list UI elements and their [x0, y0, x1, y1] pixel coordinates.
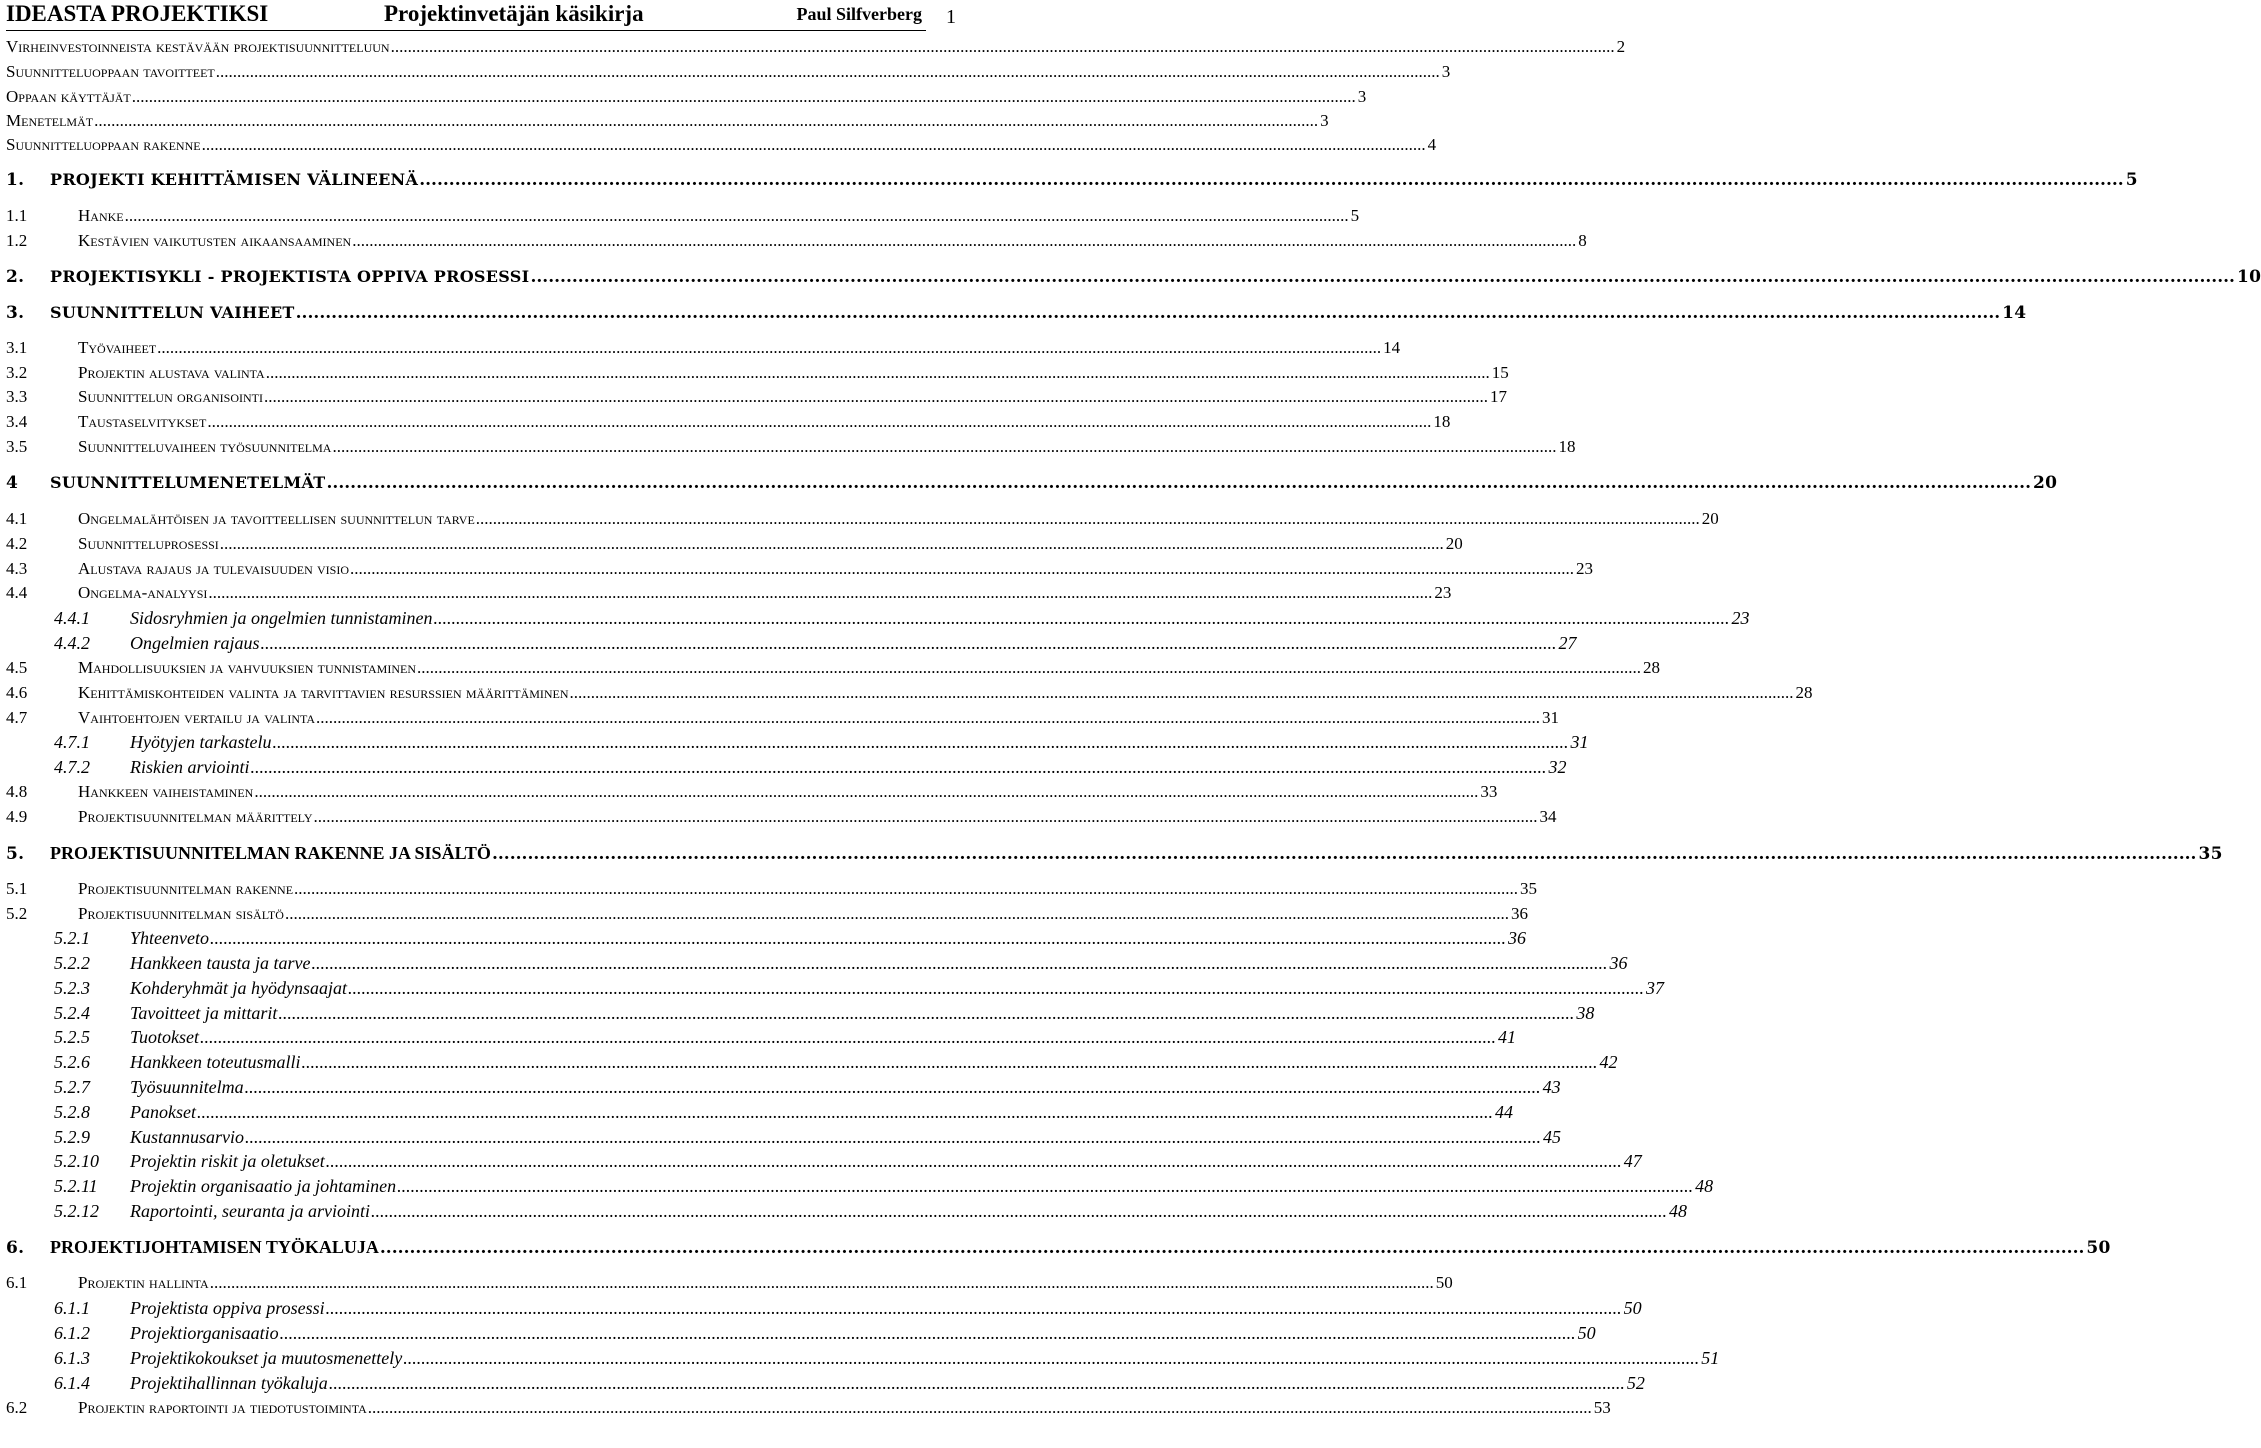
toc-entry-page: 36 [1609, 953, 1628, 973]
toc-entry-page: 18 [1558, 437, 1576, 456]
toc-entry-number: 3.1 [6, 338, 28, 357]
toc-entry-label: Hankkeen vaiheistaminen [78, 782, 254, 801]
toc-entry-label: Menetelmät [6, 111, 94, 130]
dot-leader [326, 1297, 1622, 1319]
toc-entry-label: Alustava rajaus ja tulevaisuuden visio [78, 559, 350, 578]
toc-entry-page: 10 [2236, 267, 2261, 287]
toc-entry-page: 14 [2002, 303, 2027, 323]
dot-leader [245, 1126, 1541, 1148]
toc-entry-page: 35 [2198, 844, 2223, 864]
toc-entry-page: 50 [2086, 1238, 2111, 1258]
dot-leader [210, 1272, 1434, 1294]
toc-entry-label: Projektin raportointi ja tiedotustoiminta [78, 1398, 367, 1417]
dot-leader [200, 1026, 1496, 1048]
toc-entry-number: 3.3 [6, 387, 28, 406]
toc-entry[interactable] [6, 1175, 1714, 1197]
toc-entry-number: 3. [6, 303, 25, 323]
toc-entry-number: 6.2 [6, 1398, 28, 1417]
toc-entry[interactable] [6, 1002, 1595, 1024]
toc-entry[interactable] [6, 1347, 1720, 1369]
toc-entry-page: 32 [1548, 757, 1567, 777]
toc-entry-label: Tuotokset [130, 1027, 200, 1047]
toc-entry[interactable] [6, 302, 2027, 324]
toc-entry-page: 33 [1480, 782, 1498, 801]
header-title: IDEASTA PROJEKTIKSI [6, 1, 269, 26]
dot-leader [380, 1237, 2085, 1259]
toc-entry-label: Tavoitteet ja mittarit [130, 1003, 278, 1023]
toc-entry-number: 4.7.1 [54, 732, 90, 752]
dot-leader [296, 302, 2001, 324]
header-subtitle: Projektinvetäjän käsikirja [384, 1, 644, 26]
toc-entry[interactable] [6, 205, 1360, 227]
toc-entry-page: 34 [1539, 807, 1557, 826]
dot-leader [313, 806, 1537, 828]
dot-leader [476, 508, 1700, 530]
toc-entry-label: Kustannusarvio [130, 1127, 245, 1147]
toc-entry-label: Sidosryhmien ja ongelmien tunnistaminen [130, 608, 433, 628]
toc-entry-page: 35 [1520, 879, 1538, 898]
toc-entry-number: 5. [6, 844, 25, 864]
toc-entry[interactable] [6, 927, 1526, 949]
toc-entry-label: Työsuunnitelma [130, 1077, 244, 1097]
toc-entry-label: Projektihallinnan työkaluja [130, 1373, 328, 1393]
toc-entry-number: 4.7 [6, 708, 28, 727]
dot-leader [220, 533, 1444, 555]
toc-entry-page: 38 [1576, 1003, 1595, 1023]
toc-entry-label: Hankkeen tausta ja tarve [130, 953, 311, 973]
dot-leader [570, 682, 1794, 704]
toc-entry-label: SUUNNITTELUN VAIHEET [50, 303, 295, 322]
toc-entry-page: 36 [1510, 904, 1528, 923]
toc-entry-page: 48 [1695, 1176, 1714, 1196]
toc-entry[interactable] [6, 731, 1589, 753]
toc-entry[interactable] [6, 1076, 1561, 1098]
toc-entry[interactable] [6, 756, 1567, 778]
toc-entry[interactable] [6, 1322, 1596, 1344]
toc-entry[interactable] [6, 806, 1557, 828]
toc-entry-page: 14 [1383, 338, 1401, 357]
toc-entry-number: 5.2.8 [54, 1102, 90, 1122]
toc-entry-number: 6.1.3 [54, 1348, 90, 1368]
toc-entry-page: 20 [1701, 509, 1719, 528]
toc-entry-page: 3 [1320, 111, 1329, 130]
toc-entry[interactable] [6, 362, 1509, 384]
toc-entry-label: PROJEKTI KEHITTÄMISEN VÄLINEENÄ [50, 170, 419, 189]
dot-leader [329, 1372, 1625, 1394]
toc-entry[interactable] [6, 1236, 2111, 1258]
toc-entry-label: Panokset [130, 1102, 196, 1122]
toc-entry-label: Raportointi, seuranta ja arviointi [130, 1201, 371, 1221]
dot-leader [94, 110, 1318, 132]
toc-entry-label: Suunnitteluoppaan tavoitteet [6, 62, 215, 81]
dot-leader [397, 1175, 1693, 1197]
toc-entry-number: 4.4 [6, 583, 28, 602]
toc-entry-number: 1. [6, 170, 25, 190]
dot-leader [530, 266, 2235, 288]
toc-entry-number: 5.2.6 [54, 1052, 90, 1072]
toc-entry-number: 4.2 [6, 534, 28, 553]
toc-entry-number: 5.2.11 [54, 1176, 98, 1196]
toc-entry-number: 6. [6, 1238, 25, 1258]
dot-leader [301, 1051, 1597, 1073]
dot-leader [327, 472, 2032, 494]
toc-entry-page: 31 [1542, 708, 1560, 727]
dot-leader [272, 731, 1568, 753]
toc-entry-label: Projektin riskit ja oletukset [130, 1151, 325, 1171]
toc-entry[interactable] [6, 508, 1719, 530]
dot-leader [266, 362, 1490, 384]
toc-entry-label: Taustaselvitykset [78, 412, 207, 431]
toc-entry-number: 4.5 [6, 658, 28, 677]
dot-leader [210, 927, 1506, 949]
dot-leader [197, 1101, 1493, 1123]
toc-entry[interactable] [6, 878, 1538, 900]
toc-entry-number: 4.6 [6, 683, 28, 702]
toc-entry-number: 3.4 [6, 412, 28, 431]
toc-entry-label: PROJEKTISUUNNITELMAN RAKENNE JA SISÄLTÖ [50, 843, 491, 863]
dot-leader [348, 977, 1644, 999]
dot-leader [245, 1076, 1541, 1098]
toc-entry-label: Projektikokoukset ja muutosmenettely [130, 1348, 403, 1368]
toc-entry[interactable] [6, 61, 1451, 83]
toc-entry-page: 23 [1731, 608, 1750, 628]
toc-entry-label: Kehittämiskohteiden valinta ja tarvittavien resurssien määrittäminen [78, 683, 569, 702]
toc-entry-label: Kohderyhmät ja hyödynsaajat [130, 978, 347, 998]
toc-entry-label: Projektin organisaatio ja johtaminen [130, 1176, 397, 1196]
dot-leader [371, 1200, 1667, 1222]
toc-entry-label: Oppaan käyttäjät [6, 87, 131, 106]
toc-entry-number: 5.2.4 [54, 1003, 90, 1023]
toc-entry-number: 4.7.2 [54, 757, 90, 777]
toc-entry-number: 6.1.2 [54, 1323, 90, 1343]
toc-entry-number: 4.9 [6, 807, 28, 826]
dot-leader [207, 411, 1431, 433]
dot-leader [125, 205, 1349, 227]
dot-leader [202, 134, 1426, 156]
toc-entry-number: 3.5 [6, 437, 28, 456]
toc-entry-number: 1.1 [6, 206, 28, 225]
toc-entry-page: 52 [1626, 1373, 1645, 1393]
toc-entry-page: 50 [1623, 1298, 1642, 1318]
toc-entry[interactable] [6, 1397, 1611, 1419]
dot-leader [254, 781, 1478, 803]
dot-leader [368, 1397, 1592, 1419]
toc-entry[interactable] [6, 1026, 1517, 1048]
toc-entry-page: 23 [1576, 559, 1594, 578]
toc-entry-page: 23 [1434, 583, 1452, 602]
toc-entry-label: Projektin hallinta [78, 1273, 209, 1292]
dot-leader [316, 707, 1540, 729]
toc-entry-number: 5.2.10 [54, 1151, 99, 1171]
toc-entry-number: 2. [6, 267, 25, 287]
toc-entry-label: Projektiorganisaatio [130, 1323, 279, 1343]
toc-entry-page: 28 [1795, 683, 1813, 702]
toc-entry[interactable] [6, 682, 1813, 704]
toc-entry[interactable] [6, 582, 1452, 604]
toc-entry-page: 5 [1350, 206, 1360, 225]
toc-entry-label: Projektisuunnitelman sisältö [78, 904, 284, 923]
toc-entry-number: 6.1.4 [54, 1373, 90, 1393]
toc-entry[interactable] [6, 903, 1528, 925]
toc-entry-page: 8 [1578, 231, 1587, 250]
toc-entry-label: Suunnitteluprosessi [78, 534, 219, 553]
toc-entry[interactable] [6, 781, 1498, 803]
toc-entry-page: 17 [1490, 387, 1508, 406]
toc-entry-label: Vaihtoehtojen vertailu ja valinta [78, 708, 316, 727]
toc-entry-page: 20 [2033, 473, 2058, 493]
dot-leader [492, 843, 2197, 865]
toc-entry-label: PROJEKTIJOHTAMISEN TYÖKALUJA [50, 1237, 379, 1257]
toc-entry-number: 5.2 [6, 904, 28, 923]
toc-entry[interactable] [6, 558, 1594, 580]
dot-leader [132, 86, 1356, 108]
toc-entry-page: 50 [1435, 1273, 1453, 1292]
toc-entry[interactable] [6, 36, 1626, 58]
dot-leader [264, 386, 1488, 408]
toc-entry-label: PROJEKTISYKLI - PROJEKTISTA OPPIVA PROSESSI [50, 267, 530, 286]
dot-leader [261, 632, 1557, 654]
toc-entry[interactable] [6, 952, 1628, 974]
toc-entry-label: Riskien arviointi [130, 757, 250, 777]
toc-entry[interactable] [6, 1101, 1513, 1123]
header-author: Paul Silfverberg [796, 4, 922, 24]
dot-leader [216, 61, 1440, 83]
toc-entry-page: 43 [1542, 1077, 1561, 1097]
toc-entry-page: 44 [1494, 1102, 1513, 1122]
toc-entry[interactable] [6, 977, 1664, 999]
toc-entry-number: 6.1 [6, 1273, 28, 1292]
toc-entry-page: 3 [1441, 62, 1451, 81]
dot-leader [311, 952, 1607, 974]
toc-entry-label: Ongelmalähtöisen ja tavoitteellisen suunnittelun tarve [78, 509, 475, 528]
dot-leader [419, 169, 2124, 191]
toc-entry-page: 5 [2125, 170, 2138, 190]
toc-entry-page: 36 [1507, 928, 1526, 948]
dot-leader [417, 657, 1641, 679]
toc-entry[interactable] [6, 110, 1329, 132]
toc-entry-page: 42 [1599, 1052, 1618, 1072]
dot-leader [280, 1322, 1576, 1344]
toc-entry[interactable] [6, 533, 1463, 555]
toc-entry-page: 27 [1558, 633, 1577, 653]
toc-entry-page: 51 [1701, 1348, 1720, 1368]
toc-entry-page: 45 [1543, 1127, 1562, 1147]
toc-entry-number: 5.1 [6, 879, 28, 898]
toc-entry-page: 31 [1570, 732, 1589, 752]
toc-entry-label: Ongelmien rajaus [130, 633, 260, 653]
toc-entry[interactable] [6, 266, 2261, 288]
toc-entry-label: Työvaiheet [78, 338, 157, 357]
toc-entry-label: Mahdollisuuksien ja vahvuuksien tunnistaminen [78, 658, 417, 677]
toc-entry[interactable] [6, 657, 1661, 679]
toc-entry-label: Hanke [78, 206, 124, 225]
toc-entry-number: 5.2.5 [54, 1027, 90, 1047]
toc-entry-label: Projektisuunnitelman määrittely [78, 807, 313, 826]
toc-entry-number: 5.2.12 [54, 1201, 99, 1221]
page-number: 1 [946, 6, 956, 28]
toc-entry[interactable] [6, 1200, 1688, 1222]
toc-entry-number: 4.4.1 [54, 608, 90, 628]
toc-entry-label: Hyötyjen tarkastelu [130, 732, 272, 752]
toc-entry-page: 15 [1491, 363, 1509, 382]
toc-entry-page: 47 [1623, 1151, 1642, 1171]
running-header [6, 0, 926, 31]
dot-leader [350, 558, 1574, 580]
toc-entry[interactable] [6, 607, 1750, 629]
dot-leader [208, 582, 1432, 604]
toc-entry-number: 5.2.2 [54, 953, 90, 973]
toc-entry-number: 4.8 [6, 782, 28, 801]
dot-leader [157, 337, 1381, 359]
toc-entry[interactable] [6, 1126, 1562, 1148]
toc-entry[interactable] [6, 842, 2223, 864]
toc-entry[interactable] [6, 436, 1576, 458]
dot-leader [250, 756, 1546, 778]
toc-entry-label: Suunnittelun organisointi [78, 387, 264, 406]
toc-entry-label: SUUNNITTELUMENETELMÄT [50, 473, 326, 492]
dot-leader [278, 1002, 1574, 1024]
toc-entry-label: Suunnitteluoppaan rakenne [6, 135, 201, 154]
dot-leader [285, 903, 1509, 925]
toc-entry-label: Ongelma-analyysi [78, 583, 208, 602]
dot-leader [326, 1150, 1622, 1172]
toc-entry[interactable] [6, 386, 1508, 408]
toc-entry-page: 4 [1427, 135, 1437, 154]
toc-entry-number: 5.2.9 [54, 1127, 90, 1147]
toc-entry-page: 53 [1593, 1398, 1611, 1417]
toc-entry-number: 5.2.1 [54, 928, 90, 948]
toc-entry[interactable] [6, 1372, 1645, 1394]
toc-entry-number: 4.3 [6, 559, 28, 578]
toc-entry-label: Suunnitteluvaiheen työsuunnitelma [78, 437, 332, 456]
toc-entry-number: 3.2 [6, 363, 28, 382]
toc-entry-label: Kestävien vaikutusten aikaansaaminen [78, 231, 352, 250]
toc-entry-label: Yhteenveto [130, 928, 209, 948]
toc-entry[interactable] [6, 230, 1587, 252]
toc-entry-page: 3 [1357, 87, 1367, 106]
toc-entry-number: 5.2.3 [54, 978, 90, 998]
toc-entry[interactable] [6, 472, 2058, 494]
toc-entry[interactable] [6, 411, 1451, 433]
dot-leader [391, 36, 1615, 58]
toc-entry-label: Virheinvestoinneista kestävään projektisuunnitteluun [6, 37, 390, 56]
dot-leader [403, 1347, 1699, 1369]
toc-entry-number: 4.1 [6, 509, 28, 528]
toc-entry-page: 37 [1645, 978, 1664, 998]
toc-entry-number: 6.1.1 [54, 1298, 90, 1318]
toc-entry[interactable] [6, 86, 1367, 108]
toc-entry[interactable] [6, 337, 1401, 359]
toc-entry-page: 28 [1643, 658, 1661, 677]
toc-entry[interactable] [6, 1150, 1642, 1172]
toc-entry-page: 50 [1577, 1323, 1596, 1343]
toc-entry-number: 5.2.7 [54, 1077, 90, 1097]
toc-entry-label: Projektin alustava valinta [78, 363, 265, 382]
toc-entry[interactable] [6, 632, 1577, 654]
toc-entry-page: 20 [1445, 534, 1463, 553]
dot-leader [433, 607, 1729, 629]
toc-entry-page: 48 [1669, 1201, 1688, 1221]
toc-entry[interactable] [6, 1297, 1642, 1319]
toc-entry-number: 4.4.2 [54, 633, 90, 653]
toc-entry-number: 4 [6, 473, 19, 493]
toc-entry-label: Hankkeen toteutusmalli [130, 1052, 301, 1072]
toc-entry-page: 41 [1498, 1027, 1517, 1047]
dot-leader [352, 230, 1576, 252]
toc-entry[interactable] [6, 1272, 1453, 1294]
toc-entry[interactable] [6, 707, 1560, 729]
dot-leader [294, 878, 1518, 900]
toc-entry-page: 18 [1433, 412, 1451, 431]
toc-entry-label: Projektisuunnitelman rakenne [78, 879, 294, 898]
toc-entry[interactable] [6, 134, 1437, 156]
toc-entry-number: 1.2 [6, 231, 28, 250]
dot-leader [332, 436, 1556, 458]
toc-entry[interactable] [6, 169, 2138, 191]
toc-entry-label: Projektista oppiva prosessi [130, 1298, 325, 1318]
toc-entry-page: 2 [1616, 37, 1626, 56]
toc-entry[interactable] [6, 1051, 1618, 1073]
